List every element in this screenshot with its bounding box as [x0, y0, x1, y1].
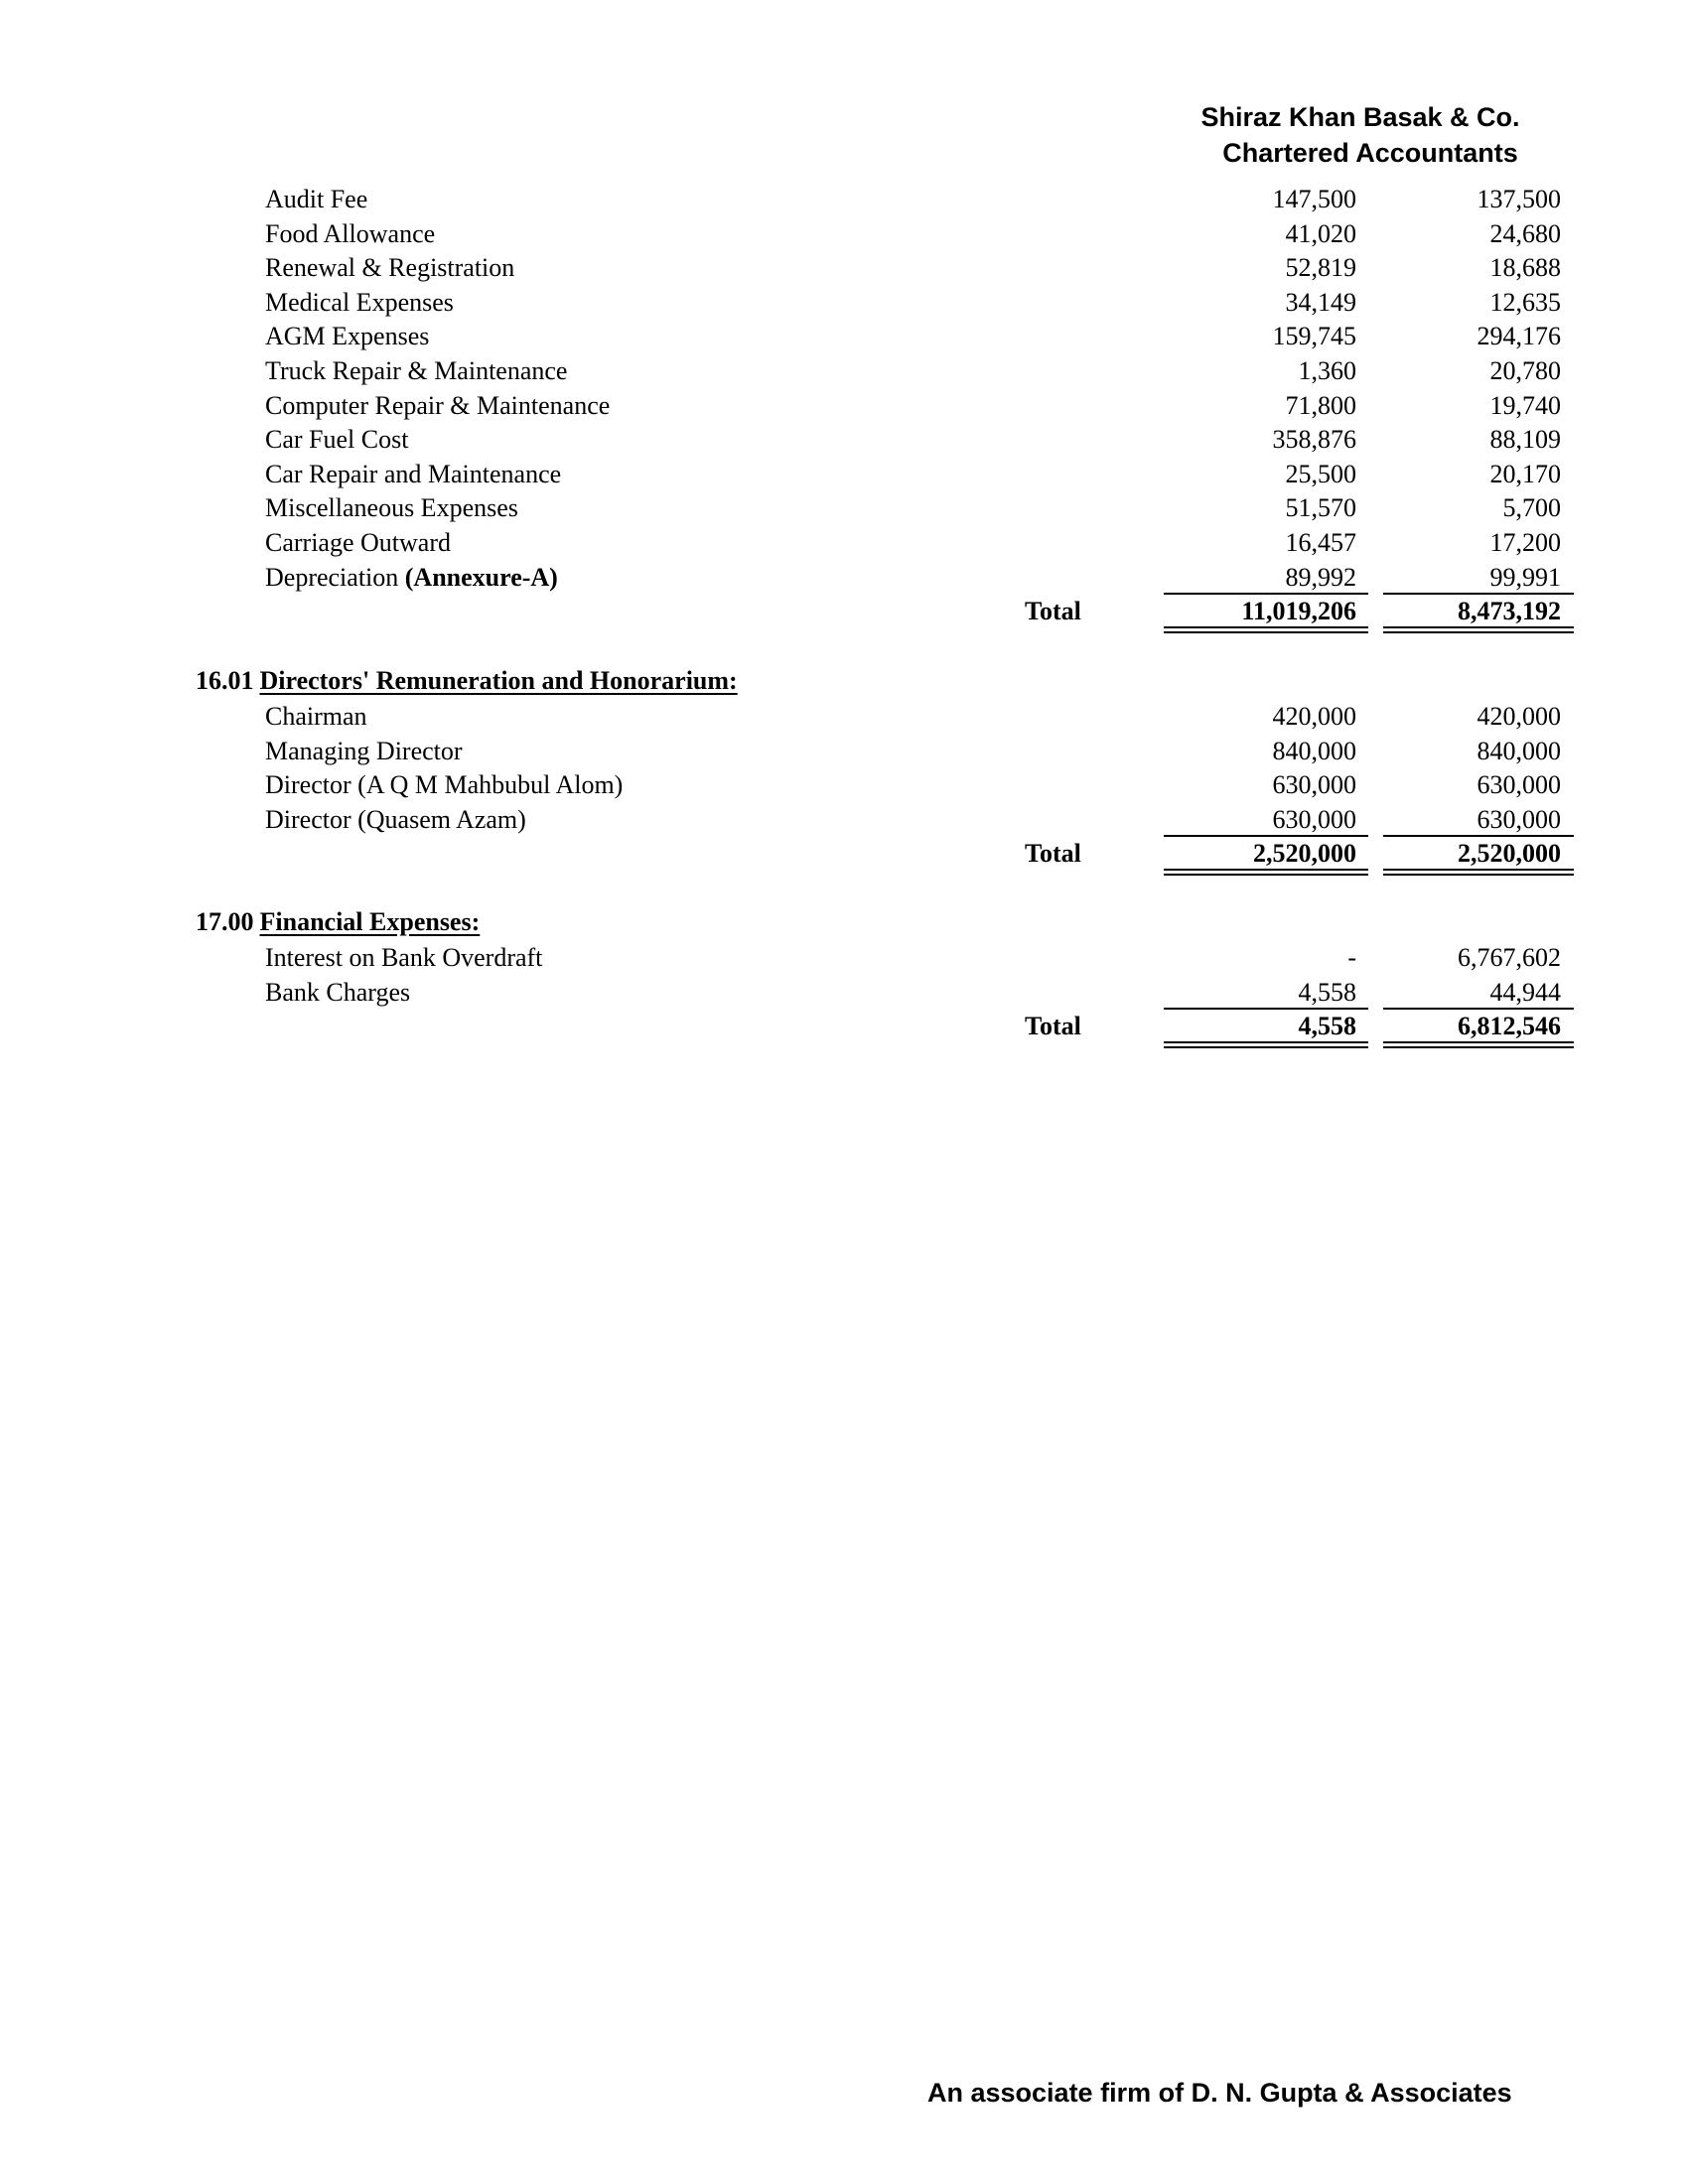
- row-label: Interest on Bank Overdraft: [265, 943, 543, 972]
- total-double-rule: [1164, 1041, 1368, 1048]
- current-year-value: 25,500: [1285, 459, 1356, 488]
- current-year-value: 840,000: [1272, 736, 1356, 765]
- total-row: [0, 1010, 1688, 1044]
- table-row: [0, 286, 1688, 321]
- row-label: Food Allowance: [265, 218, 436, 248]
- row-label: [265, 561, 558, 596]
- table-row: [0, 458, 1688, 492]
- total-double-rule: [1164, 869, 1368, 876]
- row-label: Director (A Q M Mahbubul Alom): [265, 770, 624, 800]
- firm-subtitle: Chartered Accountants: [1222, 138, 1518, 168]
- total-label: Total: [1025, 839, 1081, 869]
- table-row: [0, 217, 1688, 252]
- current-year-value: 51,570: [1285, 493, 1356, 523]
- previous-year-value: 630,000: [1477, 770, 1561, 800]
- current-year-value: 147,500: [1272, 185, 1356, 213]
- row-label: Audit Fee: [265, 185, 368, 213]
- table-row: [0, 768, 1688, 803]
- previous-year-value: 137,500: [1477, 185, 1561, 213]
- subtotal-rule: [1164, 1008, 1368, 1010]
- row-label: Director (Quasem Azam): [265, 804, 526, 834]
- previous-year-total: 8,473,192: [1458, 597, 1561, 626]
- row-label: Carriage Outward: [265, 527, 451, 557]
- firm-header: [1152, 99, 1569, 171]
- footer-note: An associate firm of D. N. Gupta & Associates: [927, 2078, 1512, 2108]
- previous-year-value: 20,170: [1489, 459, 1561, 488]
- row-label: Computer Repair & Maintenance: [265, 390, 611, 420]
- subtotal-rule: [1383, 835, 1574, 837]
- current-year-value: 16,457: [1285, 527, 1356, 557]
- subtotal-rule: [1383, 593, 1574, 595]
- current-year-value: 71,800: [1285, 390, 1356, 420]
- total-row: [0, 837, 1688, 872]
- table-row: [0, 354, 1688, 389]
- current-year-value: 358,876: [1272, 425, 1356, 455]
- row-label: Renewal & Registration: [265, 253, 515, 283]
- row-label: Car Repair and Maintenance: [265, 459, 562, 488]
- financial-table: [0, 941, 1688, 1044]
- current-year-value: 420,000: [1272, 702, 1356, 731]
- current-year-value: 52,819: [1285, 253, 1356, 283]
- previous-year-value: 840,000: [1477, 736, 1561, 765]
- table-row: [0, 389, 1688, 424]
- depreciation-label: Depreciation: [265, 562, 399, 592]
- section-number: 16.01: [196, 666, 254, 695]
- previous-year-value: 24,680: [1489, 218, 1561, 248]
- previous-year-value: 99,991: [1489, 562, 1561, 592]
- current-year-total: 2,520,000: [1253, 839, 1356, 869]
- section-title: Directors' Remuneration and Honorarium:: [259, 666, 738, 695]
- expenses-table: [0, 183, 1688, 629]
- table-row: [0, 803, 1688, 838]
- table-row: [0, 735, 1688, 769]
- total-row: [0, 595, 1688, 629]
- total-double-rule: [1383, 1041, 1574, 1048]
- table-row: [0, 491, 1688, 526]
- previous-year-value: 6,767,602: [1458, 943, 1561, 972]
- table-row: [0, 251, 1688, 286]
- previous-year-value: 20,780: [1489, 355, 1561, 385]
- row-label: Bank Charges: [265, 977, 411, 1007]
- previous-year-value: 420,000: [1477, 702, 1561, 731]
- subtotal-rule: [1164, 593, 1368, 595]
- previous-year-value: 12,635: [1489, 287, 1561, 317]
- table-row: [0, 183, 1688, 217]
- row-label: Miscellaneous Expenses: [265, 493, 518, 523]
- current-year-total: 11,019,206: [1241, 597, 1356, 626]
- current-year-value: 89,992: [1285, 562, 1356, 592]
- current-year-value: 1,360: [1298, 355, 1356, 385]
- section-heading: [196, 907, 480, 937]
- table-row: [0, 320, 1688, 354]
- firm-name: Shiraz Khan Basak & Co.: [1200, 102, 1520, 132]
- previous-year-value: 294,176: [1477, 322, 1561, 351]
- row-label: Car Fuel Cost: [265, 425, 409, 455]
- total-label: Total: [1025, 597, 1081, 626]
- table-row: [0, 526, 1688, 561]
- previous-year-value: 44,944: [1489, 977, 1561, 1007]
- total-double-rule: [1383, 869, 1574, 876]
- total-double-rule: [1164, 626, 1368, 633]
- row-label: Managing Director: [265, 736, 463, 765]
- previous-year-value: 88,109: [1489, 425, 1561, 455]
- current-year-value: 630,000: [1272, 804, 1356, 834]
- row-label: Chairman: [265, 702, 367, 731]
- section-number: 17.00: [196, 907, 254, 936]
- subtotal-rule: [1383, 1008, 1574, 1010]
- current-year-value: -: [1347, 943, 1356, 972]
- annexure-reference: (Annexure-A): [404, 562, 558, 592]
- table-row: [0, 423, 1688, 458]
- total-label: Total: [1025, 1012, 1081, 1041]
- previous-year-value: 17,200: [1489, 527, 1561, 557]
- current-year-total: 4,558: [1298, 1012, 1356, 1041]
- section-heading: [196, 666, 738, 696]
- current-year-value: 159,745: [1272, 322, 1356, 351]
- row-label: AGM Expenses: [265, 322, 430, 351]
- subtotal-rule: [1164, 835, 1368, 837]
- row-label: Truck Repair & Maintenance: [265, 355, 568, 385]
- directors-table: [0, 700, 1688, 872]
- depreciation-row: [0, 561, 1688, 596]
- table-row: [0, 976, 1688, 1011]
- current-year-value: 4,558: [1298, 977, 1356, 1007]
- previous-year-total: 2,520,000: [1458, 839, 1561, 869]
- row-label: Medical Expenses: [265, 287, 454, 317]
- current-year-value: 34,149: [1285, 287, 1356, 317]
- current-year-value: 41,020: [1285, 218, 1356, 248]
- previous-year-value: 18,688: [1489, 253, 1561, 283]
- current-year-value: 630,000: [1272, 770, 1356, 800]
- previous-year-value: 630,000: [1477, 804, 1561, 834]
- table-row: [0, 700, 1688, 735]
- table-row: [0, 941, 1688, 976]
- previous-year-value: 5,700: [1502, 493, 1561, 523]
- total-double-rule: [1383, 626, 1574, 633]
- section-title: Financial Expenses:: [259, 907, 481, 936]
- previous-year-value: 19,740: [1489, 390, 1561, 420]
- previous-year-total: 6,812,546: [1458, 1012, 1561, 1041]
